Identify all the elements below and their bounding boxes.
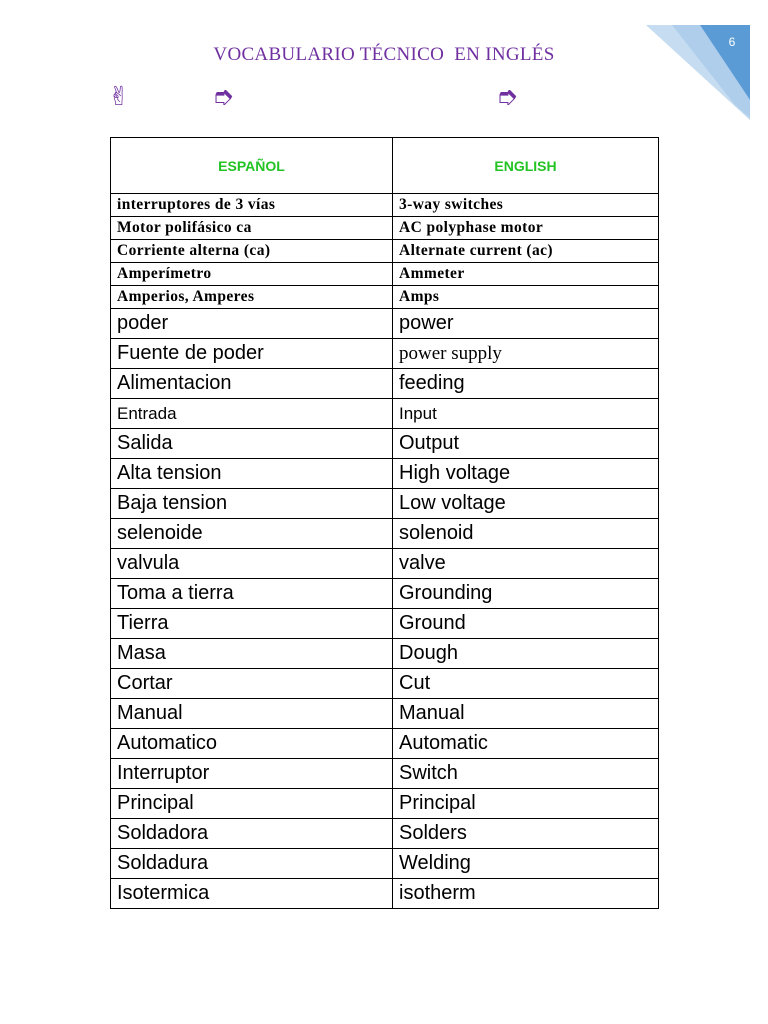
table-row: [111, 194, 659, 217]
english-term-cell: Input: [393, 399, 659, 429]
table-row: [111, 759, 659, 789]
spanish-term-cell: valvula: [111, 549, 393, 579]
english-term-cell: Alternate current (ac): [393, 240, 659, 263]
victory-hand-icon: ✌: [108, 82, 130, 112]
english-term-cell: 3-way switches: [393, 194, 659, 217]
english-term-cell: Ammeter: [393, 263, 659, 286]
arrow-right-icon: ➮: [496, 82, 518, 112]
english-term-cell: AC polyphase motor: [393, 217, 659, 240]
spanish-term-cell: Soldadora: [111, 819, 393, 849]
table-header-row: [111, 138, 659, 194]
english-term-cell: Switch: [393, 759, 659, 789]
english-term-cell: Ground: [393, 609, 659, 639]
english-term-cell: Manual: [393, 699, 659, 729]
table-row: [111, 549, 659, 579]
table-row: [111, 849, 659, 879]
arrow-right-icon: ➮: [212, 82, 234, 112]
spanish-term-cell: Amperios, Amperes: [111, 286, 393, 309]
spanish-term-cell: Automatico: [111, 729, 393, 759]
table-row: [111, 263, 659, 286]
page-number: 6: [728, 35, 736, 49]
english-term-cell: High voltage: [393, 459, 659, 489]
spanish-term-cell: Manual: [111, 699, 393, 729]
english-term-cell: Output: [393, 429, 659, 459]
spanish-term-cell: Motor polifásico ca: [111, 217, 393, 240]
english-term-cell: solenoid: [393, 519, 659, 549]
table-row: [111, 369, 659, 399]
english-term-cell: power supply: [393, 339, 659, 369]
english-term-cell: Principal: [393, 789, 659, 819]
table-row: [111, 699, 659, 729]
table-row: [111, 819, 659, 849]
spanish-term-cell: poder: [111, 309, 393, 339]
table-row: [111, 729, 659, 759]
english-term-cell: Grounding: [393, 579, 659, 609]
table-row: [111, 240, 659, 263]
english-term-cell: Dough: [393, 639, 659, 669]
table-row: [111, 286, 659, 309]
spanish-term-cell: Toma a tierra: [111, 579, 393, 609]
english-term-cell: isotherm: [393, 879, 659, 909]
table-row: [111, 609, 659, 639]
spanish-term-cell: Isotermica: [111, 879, 393, 909]
spanish-term-cell: Cortar: [111, 669, 393, 699]
spanish-term-cell: Corriente alterna (ca): [111, 240, 393, 263]
spanish-term-cell: Alimentacion: [111, 369, 393, 399]
table-row: [111, 399, 659, 429]
english-term-cell: Amps: [393, 286, 659, 309]
spanish-term-cell: Baja tension: [111, 489, 393, 519]
table-row: [111, 669, 659, 699]
english-term-cell: Welding: [393, 849, 659, 879]
table-row: [111, 309, 659, 339]
english-term-cell: power: [393, 309, 659, 339]
spanish-term-cell: Interruptor: [111, 759, 393, 789]
table-body: [111, 194, 659, 909]
table-row: [111, 339, 659, 369]
english-term-cell: Automatic: [393, 729, 659, 759]
spanish-term-cell: Amperímetro: [111, 263, 393, 286]
english-term-cell: valve: [393, 549, 659, 579]
table-row: [111, 459, 659, 489]
spanish-term-cell: Fuente de poder: [111, 339, 393, 369]
spanish-term-cell: Masa: [111, 639, 393, 669]
table-row: [111, 429, 659, 459]
spanish-term-cell: Alta tension: [111, 459, 393, 489]
spanish-term-cell: Tierra: [111, 609, 393, 639]
english-term-cell: Solders: [393, 819, 659, 849]
table-row: [111, 489, 659, 519]
table-row: [111, 639, 659, 669]
spanish-term-cell: Principal: [111, 789, 393, 819]
table-row: [111, 579, 659, 609]
english-term-cell: Cut: [393, 669, 659, 699]
document-title: VOCABULARIO TÉCNICO EN INGLÉS: [213, 44, 555, 65]
table-row: [111, 879, 659, 909]
column-header-spanish: ESPAÑOL: [111, 138, 393, 194]
spanish-term-cell: Soldadura: [111, 849, 393, 879]
table-row: [111, 519, 659, 549]
column-header-english: ENGLISH: [393, 138, 659, 194]
spanish-term-cell: selenoide: [111, 519, 393, 549]
table-row: [111, 789, 659, 819]
spanish-term-cell: Entrada: [111, 399, 393, 429]
spanish-term-cell: Salida: [111, 429, 393, 459]
english-term-cell: feeding: [393, 369, 659, 399]
vocabulary-table: [110, 137, 659, 909]
spanish-term-cell: interruptores de 3 vías: [111, 194, 393, 217]
table-row: [111, 217, 659, 240]
english-term-cell: Low voltage: [393, 489, 659, 519]
